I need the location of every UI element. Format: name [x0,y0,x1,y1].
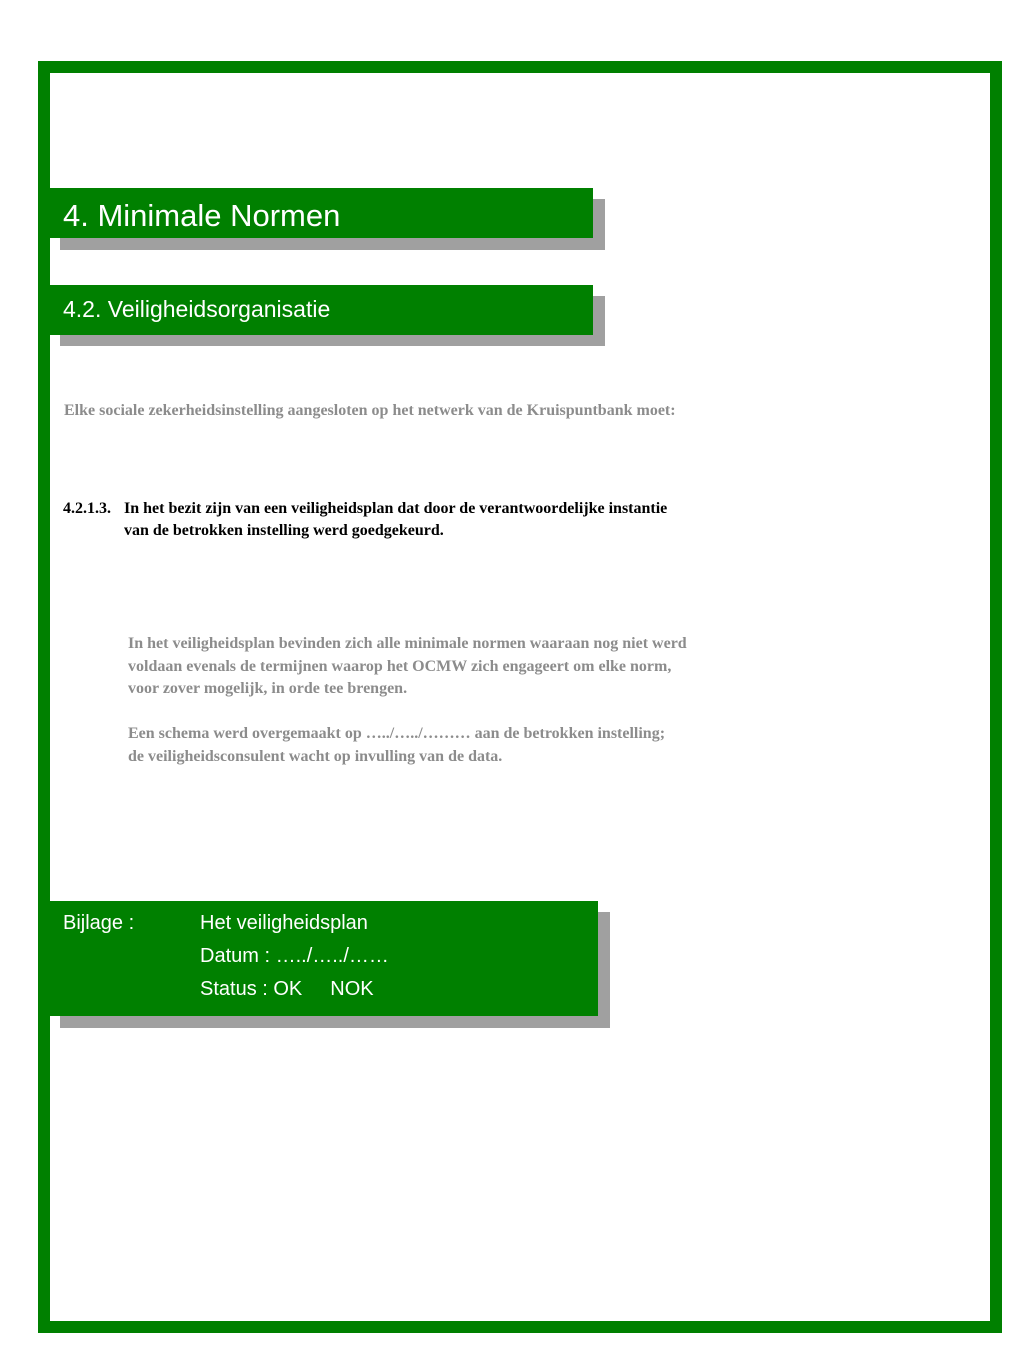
title-banner [50,188,593,238]
paragraph-spacer [128,701,687,724]
annex-label: Bijlage : [63,912,135,934]
intro-text: Elke sociale zekerheidsinstelling aangesloten op het netwerk van de Kruispuntbank moet: [64,402,676,419]
annex-status [200,977,374,1001]
detail-para2-line: Een schema werd overgemaakt op …../…../……… aan de betrokken instelling; [128,725,666,743]
status-prefix: Status : [200,978,268,1000]
norm-text-line-1: In het bezit zijn van een veiligheidsplan dat door de verantwoordelijke instantie [124,500,668,517]
status-ok: OK [273,978,303,1000]
section-subtitle: 4.2. Veiligheidsorganisatie [63,296,331,322]
subtitle-banner [50,285,593,335]
norm-block [63,498,667,542]
detail-block [128,633,687,769]
detail-para2-line: de veiligheidsconsulent wacht op invulling van de data. [128,747,503,765]
annex-title: Het veiligheidsplan [200,912,368,934]
norm-line-1 [63,498,667,520]
page-title: 4. Minimale Normen [63,198,341,233]
status-nok: NOK [330,978,374,1000]
detail-para1-line: voldaan evenals de termijnen waarop het OCMW zich engageert om elke norm, [128,657,672,675]
detail-para1-line: voor zover mogelijk, in orde tee brengen. [128,680,408,698]
detail-para1-line: In het veiligheidsplan bevinden zich alle minimale normen waaraan nog niet werd [128,635,687,652]
norm-number: 4.2.1.3. [63,500,111,517]
norm-text-line-2: van de betrokken instelling werd goedgekeurd. [124,522,444,539]
annex-date: Datum : …../…../…… [200,945,389,967]
annex-box [50,901,598,1016]
